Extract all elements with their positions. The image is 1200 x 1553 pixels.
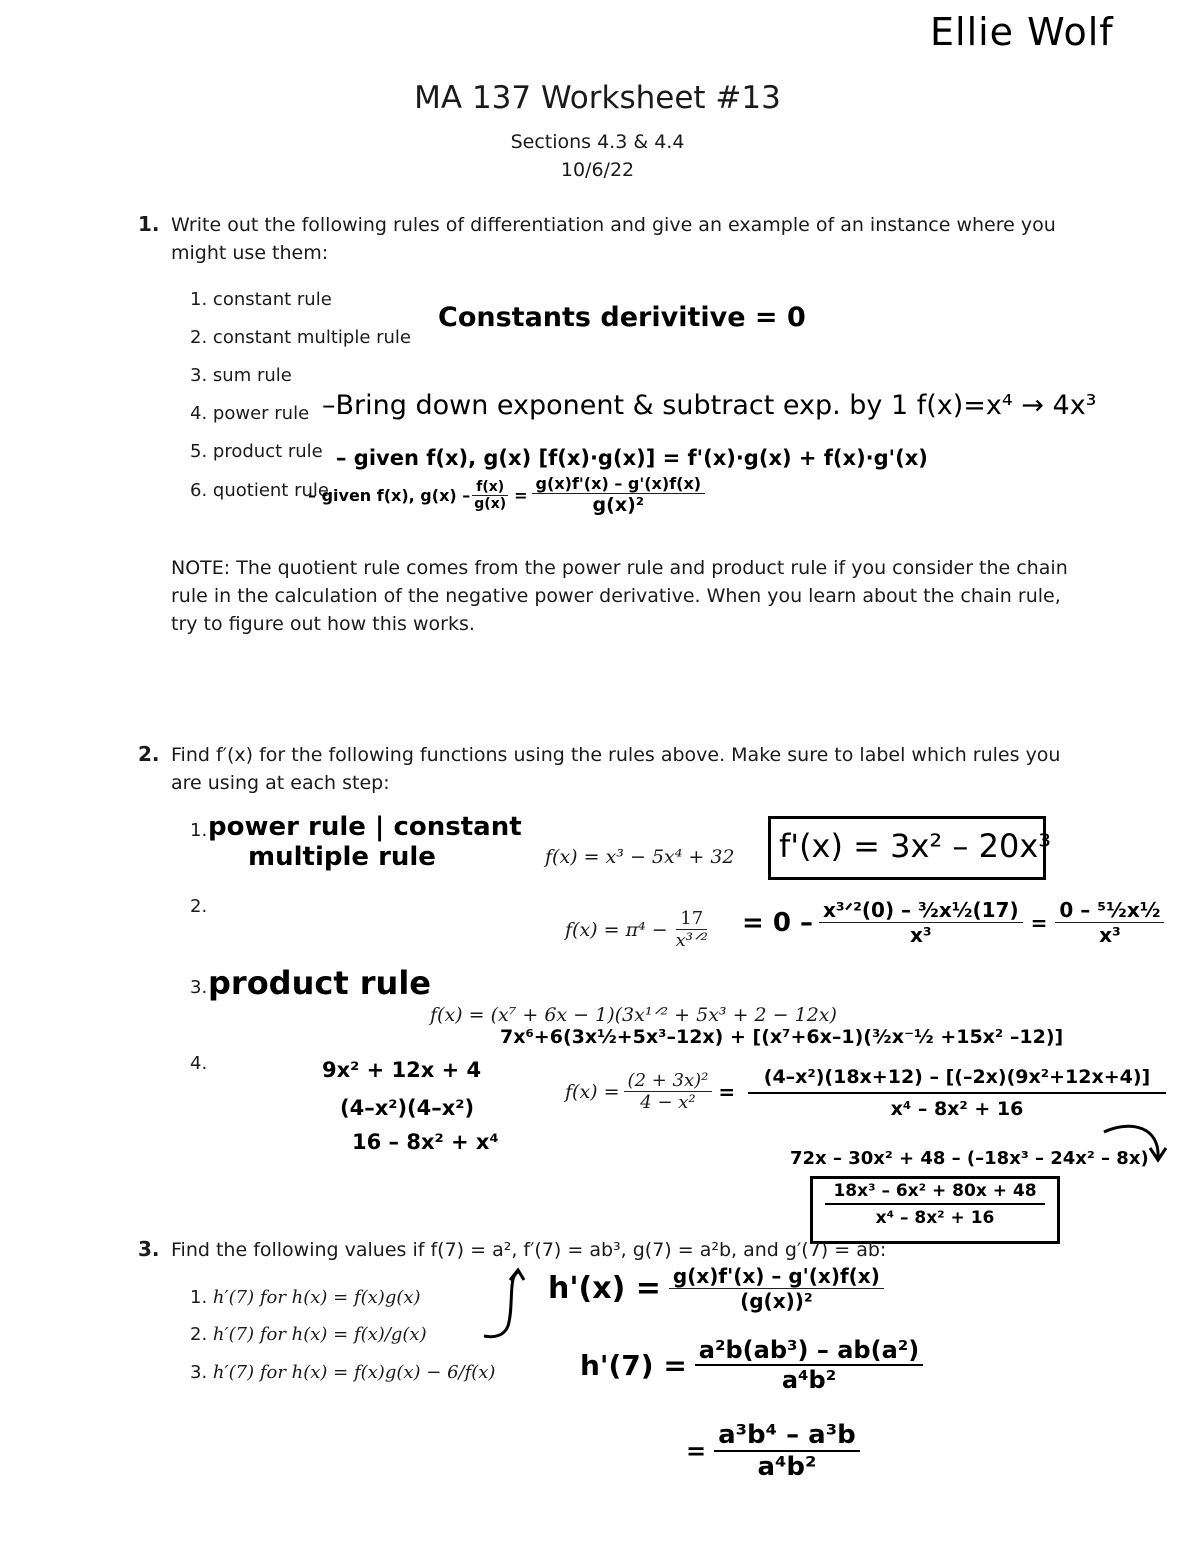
item-number: 3. <box>190 1362 208 1383</box>
q2-item-4-work-num: (4–x²)(18x+12) – [(–2x)(9x²+12x+4)] <box>748 1066 1166 1094</box>
equals-sign: = <box>514 485 528 505</box>
q2-item-4-final-fraction <box>813 1179 1057 1228</box>
q2-item-1-number: 1. <box>190 820 208 841</box>
item-text: h′(7) for h(x) = f(x)g(x) − 6/f(x) <box>212 1362 496 1383</box>
item-label: product rule <box>212 441 323 462</box>
q2-item-4-side-1: 9x² + 12x + 4 <box>322 1058 482 1082</box>
quotient-lhs-num: f(x) <box>472 479 508 496</box>
q2-prompt-line2: are using at each step: <box>171 772 390 794</box>
q2-item-4-expansion: 72x – 30x² + 48 – (–18x³ – 24x² – 8x) <box>790 1148 1149 1169</box>
q3-item-2 <box>190 1324 427 1345</box>
note-line3: try to figure out how this works. <box>171 613 475 635</box>
q2-item-2-work-eq: = 0 – <box>742 907 813 938</box>
sections-subtitle: Sections 4.3 & 4.4 <box>510 131 685 153</box>
final-eq: = <box>686 1437 707 1465</box>
h-prime-num: g(x)f'(x) – g'(x)f(x) <box>669 1264 884 1289</box>
h-prime-fraction <box>669 1264 884 1313</box>
q2-item-4-equation <box>565 1070 735 1113</box>
q2-item-4-number: 4. <box>190 1053 208 1074</box>
q3-prompt: Find the following values if f(7) = a², f′(7) = ab³, g(7) = a²b, and g′(7) = ab: <box>171 1239 887 1261</box>
q2-item-2-work-num: x³ᐟ²(0) – ³⁄₂x½(17) <box>819 898 1023 923</box>
q2-item-2-lhs: f(x) = π⁴ − <box>565 918 668 941</box>
q2-item-4-side-3: 16 – 8x² + x⁴ <box>352 1130 499 1154</box>
q2-item-2-work-eq2: = <box>1030 910 1048 935</box>
page-title: MA 137 Worksheet #13 <box>414 80 781 116</box>
q2-item-2-work2-num: 0 – ⁵¹⁄₂x½ <box>1055 898 1164 923</box>
date: 10/6/22 <box>560 159 635 181</box>
q2-item-2-number: 2. <box>190 896 208 917</box>
q3-h-prime-formula <box>548 1264 884 1313</box>
q2-item-4-side-2: (4–x²)(4–x²) <box>340 1096 475 1120</box>
quotient-rhs <box>532 474 706 516</box>
q2-item-1-answer-box <box>768 816 1052 880</box>
q2-item-2-work-fraction <box>819 898 1023 947</box>
item-number: 6. <box>190 480 208 501</box>
q2-item-2-equation <box>565 908 712 951</box>
item-label: power rule <box>212 403 310 424</box>
q1-prompt-line2: might use them: <box>171 242 329 264</box>
student-name: Ellie Wolf <box>930 10 1114 54</box>
q2-item-4-work-den: x⁴ – 8x² + 16 <box>890 1098 1024 1120</box>
product-rule-answer: – given f(x), g(x) [f(x)·g(x)] = f'(x)·g(x) + f(x)·g'(x) <box>336 446 928 470</box>
q2-item-1-function: f(x) = x³ − 5x⁴ + 32 <box>545 846 735 868</box>
h7-den: a⁴b² <box>781 1366 837 1394</box>
q3-item-3 <box>190 1362 495 1383</box>
h-prime-den: (g(x))² <box>740 1289 813 1313</box>
q1-prompt-line1: Write out the following rules of differentiation and give an example of an instance where you <box>171 214 1056 236</box>
item-number: 3. <box>190 365 208 386</box>
q2-item-4-final-answer-box <box>810 1176 1060 1244</box>
item-number: 2. <box>190 1324 208 1345</box>
item-number: 1. <box>190 1287 208 1308</box>
q2-item-2-work-den: x³ <box>909 923 932 947</box>
h7-num: a²b(ab³) – ab(a²) <box>695 1336 923 1366</box>
quotient-lhs <box>470 479 510 512</box>
q2-prompt-line1: Find f′(x) for the following functions using the rules above. Make sure to label which rules you <box>171 744 1061 766</box>
q1-item-1 <box>190 289 332 310</box>
q2-item-1-rule-label-2: multiple rule <box>248 842 436 872</box>
final-num: a³b⁴ – a³b <box>714 1420 860 1452</box>
q1-number: 1. <box>138 212 160 236</box>
item-number: 1. <box>190 289 208 310</box>
q2-item-4-fraction <box>624 1070 713 1113</box>
item-label: quotient rule <box>212 480 329 501</box>
q1-item-4 <box>190 403 309 424</box>
q2-item-2-fraction <box>672 908 712 951</box>
q2-item-3-rule-label: product rule <box>208 964 431 1002</box>
q2-item-3-work: 7x⁶+6(3x½+5x³–12x) + [(x⁷+6x–1)(³⁄₂x⁻½ +15x² –12)] <box>500 1026 1064 1048</box>
q2-item-4-den: 4 − x² <box>640 1092 696 1113</box>
q2-item-3-function: f(x) = (x⁷ + 6x − 1)(3x¹ᐟ² + 5x³ + 2 − 12x) <box>430 1004 837 1026</box>
q2-item-4-final-num: 18x³ – 6x² + 80x + 48 <box>825 1179 1045 1205</box>
q3-number: 3. <box>138 1237 160 1261</box>
q1-item-3 <box>190 365 292 386</box>
final-fraction <box>714 1420 860 1482</box>
item-number: 5. <box>190 441 208 462</box>
quotient-rule-answer <box>308 474 705 516</box>
power-rule-answer: –Bring down exponent & subtract exp. by 1 f(x)=x⁴ → 4x³ <box>322 390 1097 421</box>
q2-item-4-work-fraction <box>752 1066 1162 1120</box>
item-label: constant multiple rule <box>212 327 412 348</box>
q2-item-4-work <box>752 1066 1162 1120</box>
bracket-arrow-icon <box>478 1266 538 1346</box>
h-prime-lhs: h'(x) = <box>548 1271 661 1306</box>
final-den: a⁴b² <box>757 1452 817 1482</box>
item-number: 4. <box>190 403 208 424</box>
note-line2: rule in the calculation of the negative power derivative. When you learn about the chain rule, <box>171 585 1061 607</box>
equals-sign: = <box>718 1079 736 1104</box>
curved-arrow-icon <box>1100 1118 1172 1168</box>
q3-final-work <box>686 1420 860 1482</box>
q2-item-1-rule-label: power rule | constant <box>208 812 522 842</box>
q2-item-4-num: (2 + 3x)² <box>624 1070 713 1092</box>
q2-item-3-number: 3. <box>190 977 208 998</box>
q2-item-4-final-den: x⁴ – 8x² + 16 <box>875 1208 995 1228</box>
item-label: constant rule <box>212 289 332 310</box>
h7-lhs: h'(7) = <box>580 1348 687 1382</box>
q1-item-2 <box>190 327 411 348</box>
item-number: 2. <box>190 327 208 348</box>
quotient-rhs-num: g(x)f'(x) – g'(x)f(x) <box>532 474 706 494</box>
item-text: h′(7) for h(x) = f(x)/g(x) <box>212 1324 427 1345</box>
q2-item-2-num: 17 <box>676 908 707 930</box>
note-line1: NOTE: The quotient rule comes from the power rule and product rule if you consider the chain <box>171 557 1068 579</box>
item-label: sum rule <box>212 365 292 386</box>
q3-h7-work <box>580 1336 923 1394</box>
q2-item-2-den: x³ᐟ² <box>675 930 708 951</box>
q2-number: 2. <box>138 742 160 766</box>
quotient-lhs-den: g(x) <box>474 495 507 512</box>
quotient-rhs-den: g(x)² <box>592 494 645 516</box>
q2-item-2-work <box>742 898 1164 947</box>
q2-item-4-lhs: f(x) = <box>565 1080 620 1103</box>
q2-item-2-work2-fraction <box>1055 898 1164 947</box>
q3-item-1 <box>190 1287 421 1308</box>
q2-item-2-work2-den: x³ <box>1099 923 1121 947</box>
q1-item-5 <box>190 441 323 462</box>
h7-fraction <box>695 1336 923 1394</box>
q2-item-1-answer: f'(x) = 3x² – 20x³ <box>779 827 1052 865</box>
quotient-prefix: – given f(x), g(x) – <box>308 485 471 505</box>
constant-rule-answer: Constants derivitive = 0 <box>438 302 806 333</box>
item-text: h′(7) for h(x) = f(x)g(x) <box>212 1287 421 1308</box>
